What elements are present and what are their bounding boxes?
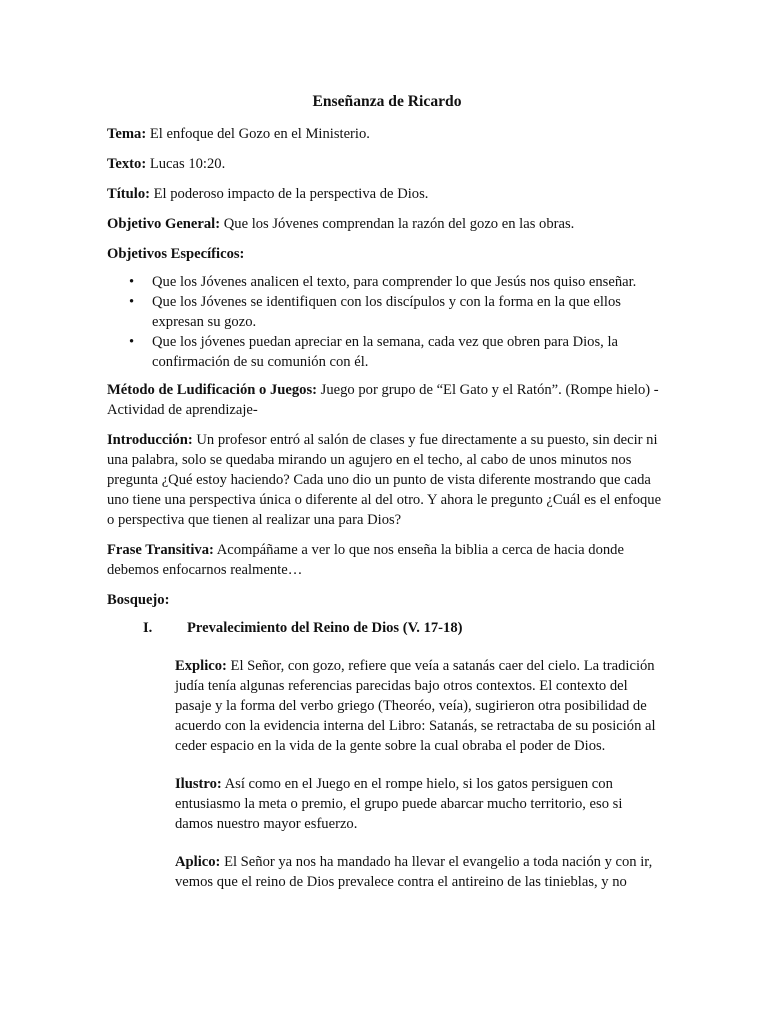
- outline-heading: [107, 618, 663, 638]
- objetivos-especificos-list: [107, 272, 663, 372]
- texto-line: [107, 154, 663, 174]
- frase-transitiva-value: Acompáñame a ver lo que nos enseña la biblia a cerca de hacia donde debemos enfocarnos realmente…: [107, 542, 624, 578]
- introduccion-paragraph: [107, 430, 663, 530]
- list-item-text: Que los Jóvenes se identifiquen con los discípulos y con la forma en la que ellos expresan su gozo.: [152, 294, 621, 330]
- introduccion-label: Introducción:: [107, 432, 193, 448]
- explico-value: El Señor, con gozo, refiere que veía a satanás caer del cielo. La tradición judía tenía algunas referencias parecidas bajo otros contextos. El contexto del pasaje y la forma del verbo griego (Theoréo, veía), sugirieron otra posibilidad de acuerdo con la evidencia interna del Libro: Satanás, se retractaba de su posición al ceder espacio en la vida de la gente sobre la cual obraba el poder de Dios.: [175, 658, 656, 754]
- tema-value: El enfoque del Gozo en el Ministerio.: [149, 126, 370, 142]
- objetivo-general-label: Objetivo General:: [107, 216, 221, 232]
- ilustro-value: Así como en el Juego en el rompe hielo, si los gatos persiguen con entusiasmo la meta o premio, el grupo puede abarcar mucho territorio, eso si damos nuestro mayor esfuerzo.: [175, 776, 623, 832]
- bullet-icon: •: [129, 334, 135, 350]
- document-page: [107, 92, 663, 910]
- objetivo-general-line: [107, 214, 663, 234]
- titulo-value: El poderoso impacto de la perspectiva de Dios.: [153, 186, 429, 202]
- list-item: [107, 332, 663, 372]
- outline-title: Prevalecimiento del Reino de Dios (V. 17-18): [187, 620, 463, 636]
- metodo-paragraph: [107, 380, 663, 420]
- texto-value: Lucas 10:20.: [149, 156, 226, 172]
- aplico-label: Aplico:: [175, 854, 221, 870]
- document-title: Enseñanza de Ricardo: [312, 93, 462, 110]
- aplico-value: El Señor ya nos ha mandado ha llevar el evangelio a toda nación y con ir, vemos que el reino de Dios prevalece contra el antireino de las tinieblas, y no: [175, 854, 653, 890]
- ilustro-label: Ilustro:: [175, 776, 222, 792]
- aplico-paragraph: [175, 852, 663, 892]
- tema-label: Tema:: [107, 126, 147, 142]
- explico-label: Explico:: [175, 658, 227, 674]
- bosquejo-heading: Bosquejo:: [107, 592, 170, 608]
- introduccion-value: Un profesor entró al salón de clases y fue directamente a su puesto, sin decir ni una palabra, solo se quedaba mirando un agujero en el techo, al cabo de unos minutos nos pregunta ¿Qué estoy haciendo? Cada uno dio un punto de vista diferente mostrando que cada uno tiene una perspectiva única o diferente al del otro. Y ahora le pregunto ¿Cuál es el enfoque o perspectiva que tienen al realizar una para Dios?: [107, 432, 662, 528]
- texto-label: Texto:: [107, 156, 147, 172]
- list-item: [107, 292, 663, 332]
- frase-transitiva-label: Frase Transitiva:: [107, 542, 214, 558]
- frase-transitiva-paragraph: [107, 540, 663, 580]
- metodo-value: Juego por grupo de “El Gato y el Ratón”. (Rompe hielo) -Actividad de aprendizaje-: [107, 382, 659, 418]
- list-item: [107, 272, 663, 292]
- titulo-line: [107, 184, 663, 204]
- tema-line: [107, 124, 663, 144]
- objetivos-especificos-heading: Objetivos Específicos:: [107, 246, 245, 262]
- list-item-text: Que los Jóvenes analicen el texto, para comprender lo que Jesús nos quiso enseñar.: [152, 274, 637, 290]
- ilustro-paragraph: [175, 774, 663, 834]
- list-item-text: Que los jóvenes puedan apreciar en la semana, cada vez que obren para Dios, la confirmación de su comunión con él.: [152, 334, 618, 370]
- titulo-label: Título:: [107, 186, 150, 202]
- bullet-icon: •: [129, 294, 135, 310]
- metodo-label: Método de Ludificación o Juegos:: [107, 382, 317, 398]
- outline-number: I.: [143, 620, 153, 636]
- objetivo-general-value: Que los Jóvenes comprendan la razón del gozo en las obras.: [223, 216, 575, 232]
- bullet-icon: •: [129, 274, 135, 290]
- explico-paragraph: [175, 656, 663, 756]
